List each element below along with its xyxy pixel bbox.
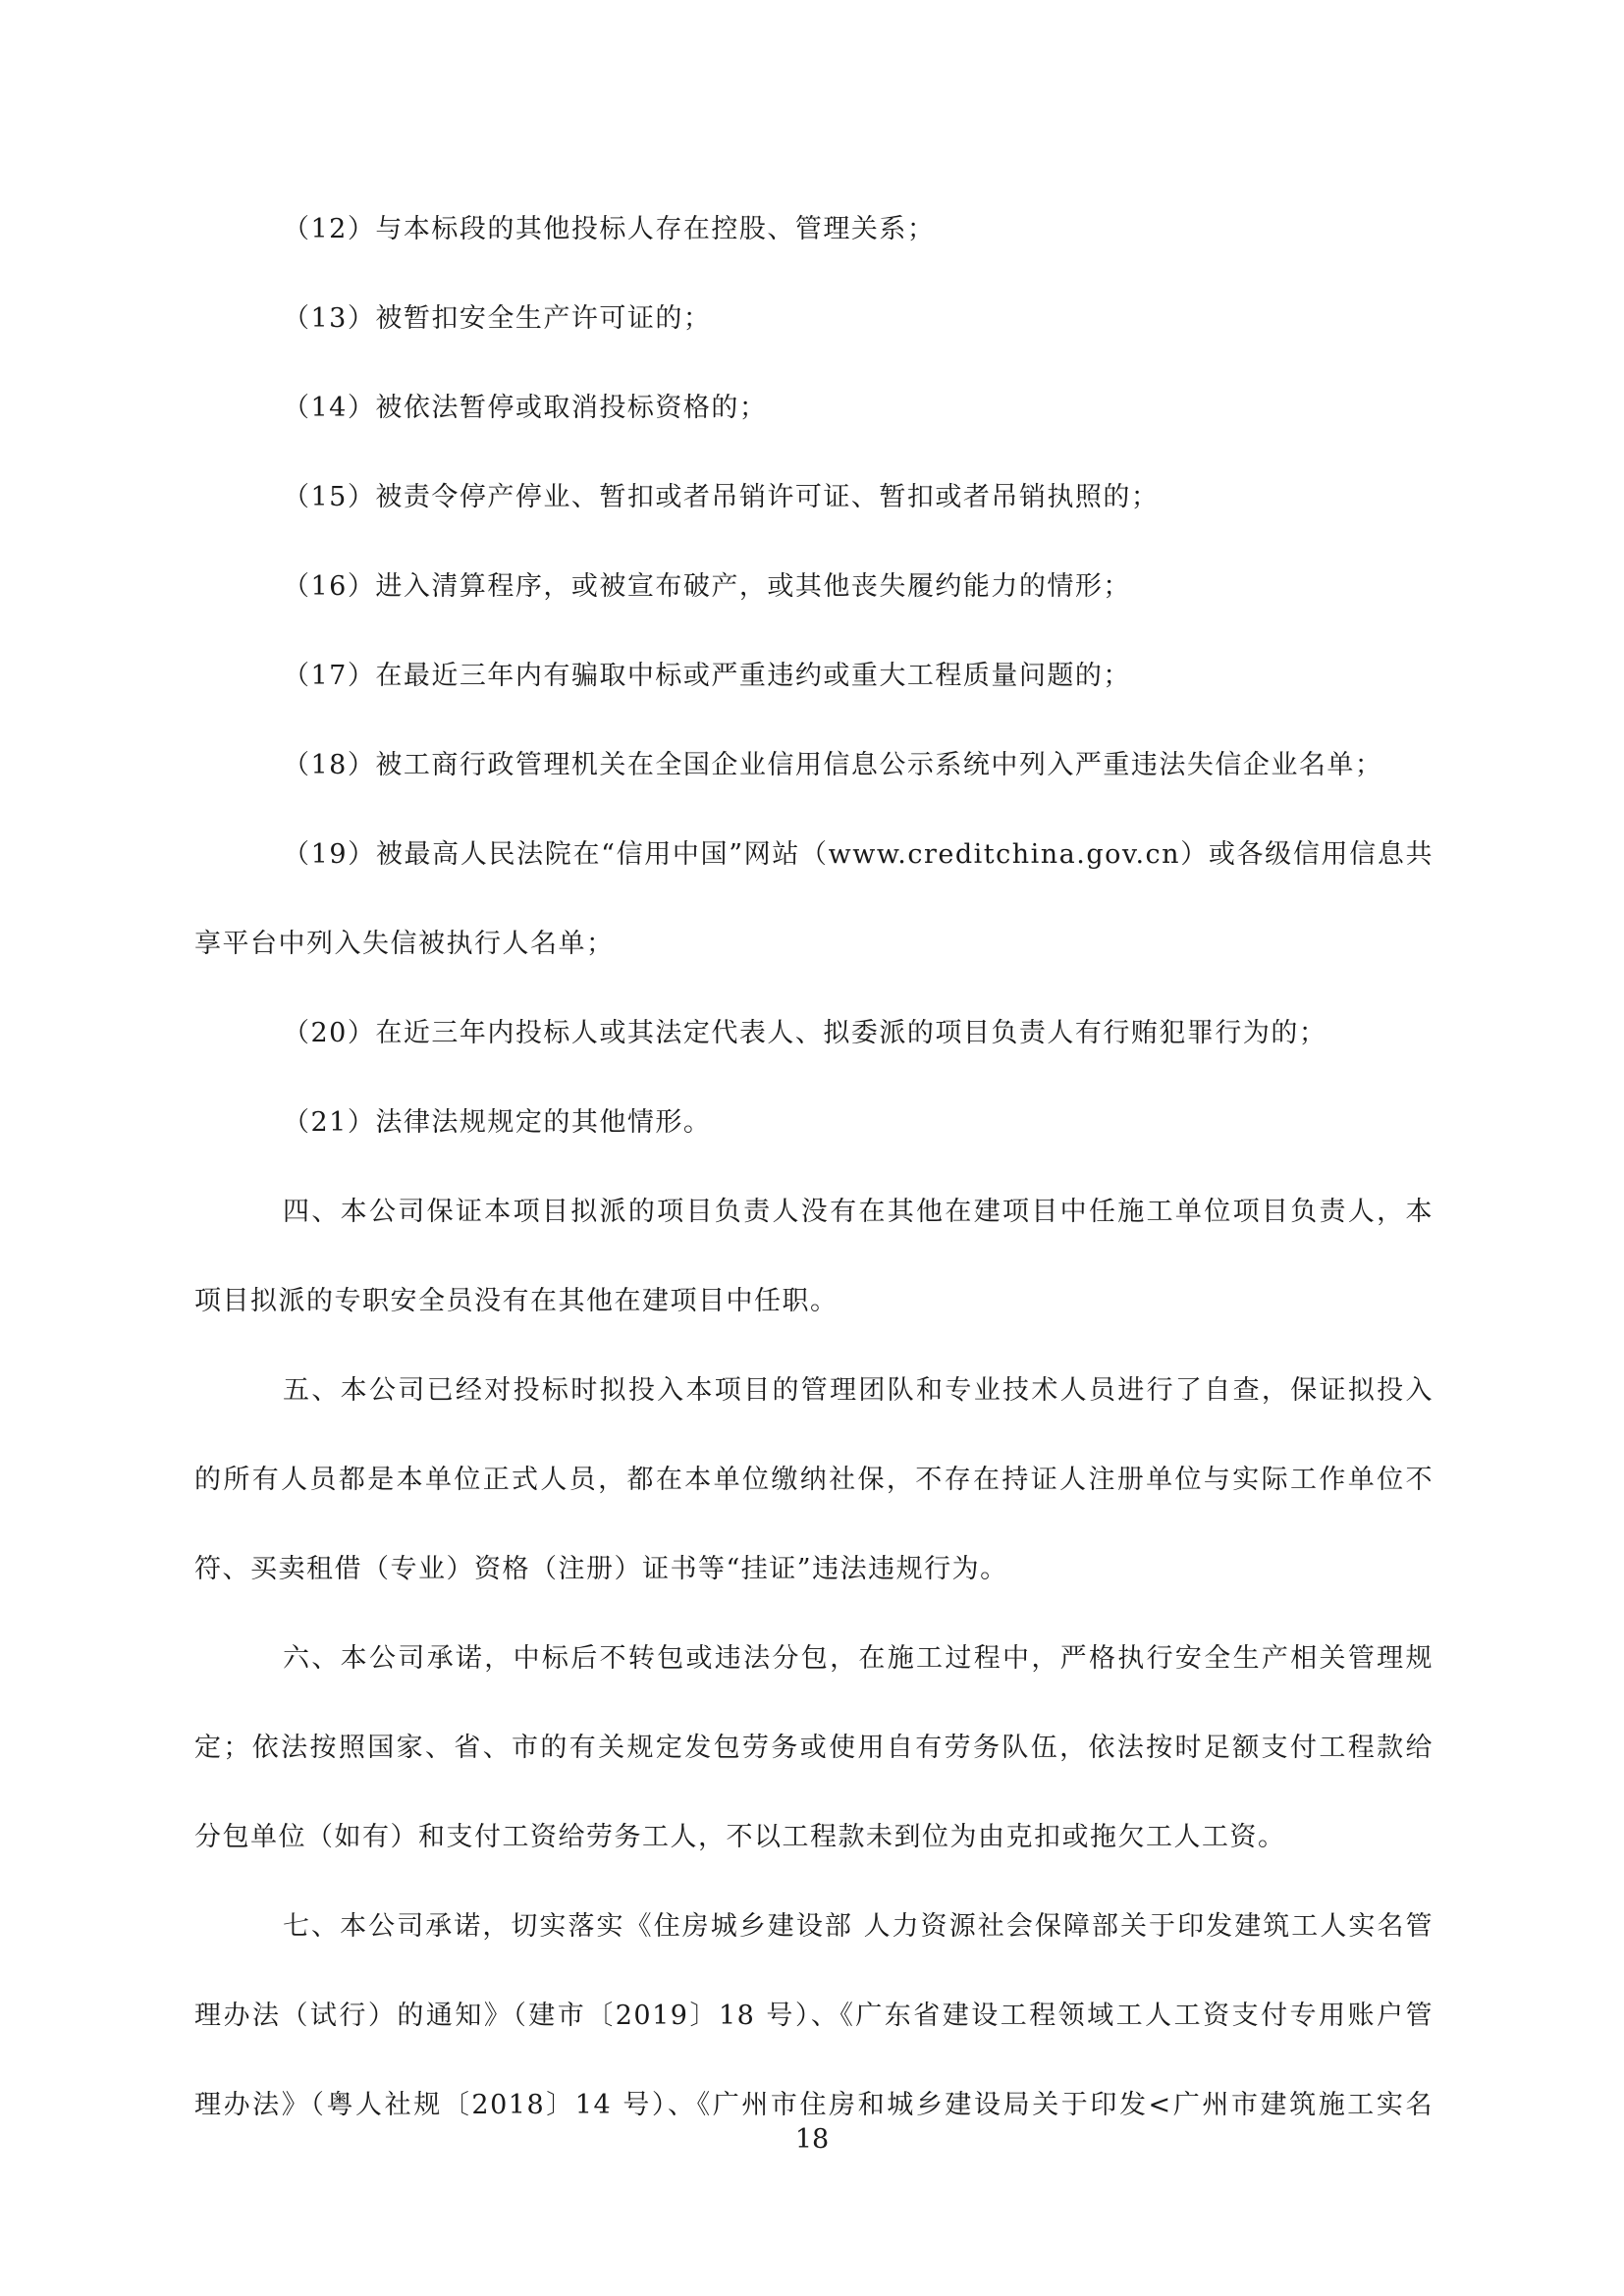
- section-seven-line-2: 理办法（试行）的通知》（建市〔2019〕18 号）、《广东省建设工程领域工人工资支付专用账户管: [194, 2001, 1434, 2031]
- clause-15: （15）被责令停产停业、暂扣或者吊销许可证、暂扣或者吊销执照的；: [283, 482, 1160, 512]
- clause-12: （12）与本标段的其他投标人存在控股、管理关系；: [283, 214, 936, 244]
- section-seven-line-1: 七、本公司承诺，切实落实《住房城乡建设部 人力资源社会保障部关于印发建筑工人实名管: [283, 1911, 1434, 1942]
- page-number: 18: [794, 2124, 830, 2155]
- clause-18: （18）被工商行政管理机关在全国企业信用信息公示系统中列入严重违法失信企业名单；: [283, 750, 1383, 780]
- clause-13: （13）被暂扣安全生产许可证的；: [283, 303, 712, 334]
- section-four-line-1: 四、本公司保证本项目拟派的项目负责人没有在其他在建项目中任施工单位项目负责人，本: [283, 1197, 1434, 1227]
- clause-19-line-1: （19）被最高人民法院在“信用中国”网站（www.creditchina.gov.cn）或各级信用信息共: [283, 839, 1434, 870]
- section-five-line-3: 符、买卖租借（专业）资格（注册）证书等“挂证”违法违规行为。: [194, 1554, 1008, 1584]
- section-four-line-2: 项目拟派的专职安全员没有在其他在建项目中任职。: [194, 1286, 839, 1316]
- section-six-line-1: 六、本公司承诺，中标后不转包或违法分包，在施工过程中，严格执行安全生产相关管理规: [283, 1643, 1434, 1674]
- clause-17: （17）在最近三年内有骗取中标或严重违约或重大工程质量问题的；: [283, 661, 1131, 691]
- section-six-line-2: 定；依法按照国家、省、市的有关规定发包劳务或使用自有劳务队伍，依法按时足额支付工程款给: [194, 1733, 1434, 1763]
- clause-21: （21）法律法规规定的其他情形。: [283, 1107, 712, 1138]
- section-five-line-2: 的所有人员都是本单位正式人员，都在本单位缴纳社保，不存在持证人注册单位与实际工作单位不: [194, 1465, 1434, 1495]
- section-five-line-1: 五、本公司已经对投标时拟投入本项目的管理团队和专业技术人员进行了自查，保证拟投入: [283, 1375, 1434, 1406]
- section-seven-line-3: 理办法》（粤人社规〔2018〕14 号）、《广州市住房和城乡建设局关于印发<广州市建筑施工实名: [194, 2090, 1434, 2120]
- clause-16: （16）进入清算程序，或被宣布破产，或其他丧失履约能力的情形；: [283, 571, 1131, 602]
- clause-14: （14）被依法暂停或取消投标资格的；: [283, 393, 768, 423]
- clause-20: （20）在近三年内投标人或其法定代表人、拟委派的项目负责人有行贿犯罪行为的；: [283, 1018, 1327, 1048]
- section-six-line-3: 分包单位（如有）和支付工资给劳务工人，不以工程款未到位为由克扣或拖欠工人工资。: [194, 1822, 1286, 1852]
- clause-19-line-2: 享平台中列入失信被执行人名单；: [194, 929, 615, 959]
